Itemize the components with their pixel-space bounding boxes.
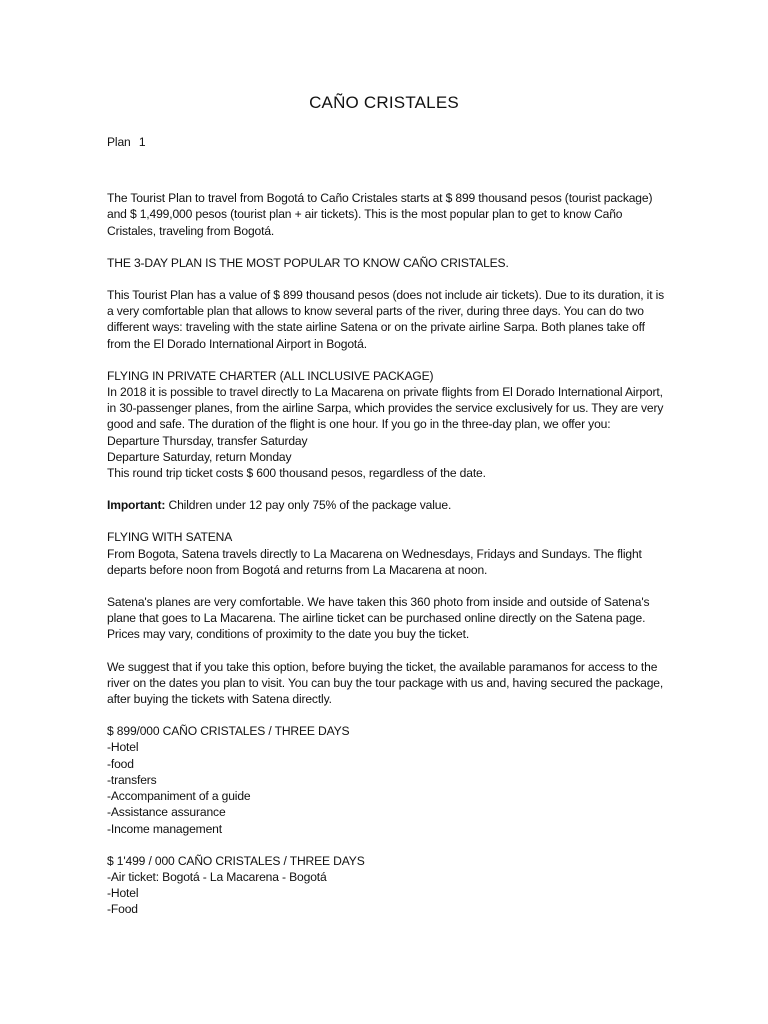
list-item: -Food bbox=[107, 902, 138, 917]
charter-departure-1: Departure Thursday, transfer Saturday bbox=[107, 433, 308, 448]
plan-label: Plan 1 bbox=[107, 135, 146, 149]
charter-heading: FLYING IN PRIVATE CHARTER (ALL INCLUSIVE PACKAGE) bbox=[107, 368, 434, 383]
list-item: -food bbox=[107, 756, 134, 771]
satena-heading: FLYING WITH SATENA bbox=[107, 530, 233, 545]
package-2-heading: $ 1'499 / 000 CAÑO CRISTALES / THREE DAYS bbox=[107, 853, 365, 868]
three-day-heading: THE 3-DAY PLAN IS THE MOST POPULAR TO KNOW CAÑO CRISTALES. bbox=[107, 255, 509, 270]
list-item: -transfers bbox=[107, 772, 157, 787]
list-item: -Assistance assurance bbox=[107, 805, 226, 820]
plan-value-paragraph: This Tourist Plan has a value of $ 899 thousand pesos (does not include air tickets). Due to its duration, it is a very comfortable plan that allows to know several parts of the river, during three days. You can do two different ways: traveling with the state airline Satena or on the private airline Sarpa. Both planes take off from the El Dorado International Airport in Bogotá. bbox=[107, 288, 665, 351]
charter-departure-2: Departure Saturday, return Monday bbox=[107, 449, 292, 464]
package-1-list bbox=[107, 739, 667, 836]
important-text: Children under 12 pay only 75% of the package value. bbox=[165, 498, 452, 513]
list-item: -Accompaniment of a guide bbox=[107, 789, 251, 804]
satena-planes-paragraph: Satena's planes are very comfortable. We have taken this 360 photo from inside and outside of Satena's plane that goes to La Macarena. The airline ticket can be purchased online directly on the Satena page. Prices may vary, conditions of proximity to the date you buy the ticket. bbox=[107, 595, 650, 642]
important-note bbox=[107, 497, 667, 513]
list-item: -Air ticket: Bogotá - La Macarena - Bogotá bbox=[107, 869, 327, 884]
important-label: Important: bbox=[107, 498, 166, 513]
list-item: -Income management bbox=[107, 821, 222, 836]
satena-suggest-paragraph: We suggest that if you take this option, before buying the ticket, the available paramanos for access to the river on the dates you plan to visit. You can buy the tour package with us and, having secured the package, after buying the tickets with Satena directly. bbox=[107, 659, 664, 707]
intro-paragraph: The Tourist Plan to travel from Bogotá to Caño Cristales starts at $ 899 thousand pesos (tourist package) and $ 1,499,000 pesos (tourist plan + air tickets). This is the most popular plan to get to know Caño Cristales, traveling from Bogotá. bbox=[107, 191, 653, 238]
document-title: CAÑO CRISTALES bbox=[309, 93, 459, 112]
package-2-list bbox=[107, 869, 667, 918]
charter-paragraph: In 2018 it is possible to travel directly to La Macarena on private flights from El Dorado International Airport, in 30-passenger planes, from the airline Sarpa, which provides the service exclusively for us. They are very good and safe. The duration of the flight is one hour. If you go in the three-day plan, we offer you: bbox=[107, 385, 664, 432]
satena-paragraph: From Bogota, Satena travels directly to La Macarena on Wednesdays, Fridays and Sundays. The flight departs before noon from Bogotá and returns from La Macarena at noon. bbox=[107, 546, 642, 577]
list-item: -Hotel bbox=[107, 740, 139, 755]
package-1-heading: $ 899/000 CAÑO CRISTALES / THREE DAYS bbox=[107, 724, 350, 739]
document-body bbox=[107, 134, 667, 918]
charter-cost: This round trip ticket costs $ 600 thousand pesos, regardless of the date. bbox=[107, 466, 486, 481]
list-item: -Hotel bbox=[107, 886, 139, 901]
